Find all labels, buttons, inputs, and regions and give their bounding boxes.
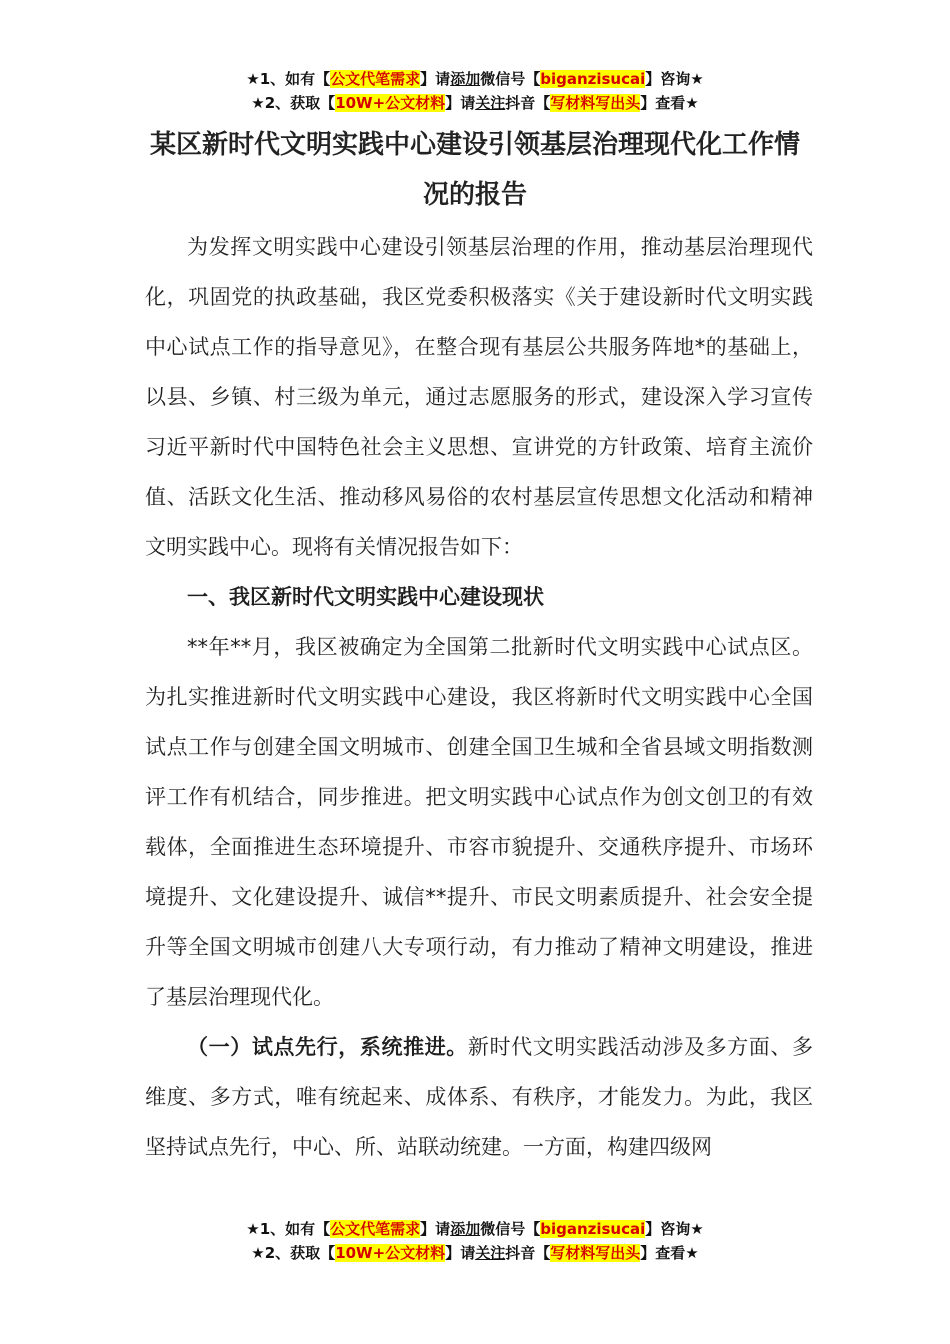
banner-line-2 xyxy=(0,1241,950,1265)
banner-highlight: 10W+公文材料 xyxy=(335,94,446,112)
banner-line-2 xyxy=(0,91,950,115)
banner-text: 】查看★ xyxy=(640,1244,699,1262)
banner-highlight: 公文代笔需求 xyxy=(330,1220,421,1238)
banner-text: ★1、如有【 xyxy=(246,70,331,88)
section-paragraph: **年**月，我区被确定为全国第二批新时代文明实践中心试点区。为扎实推进新时代文明实践中心建设，我区将新时代文明实践中心全国试点工作与创建全国文明城市、创建全国卫生城和全省县域文明指数测评工作有机结合，同步推进。把文明实践中心试点作为创文创卫的有效载体，全面推进生态环境提升、市容市貌提升、交通秩序提升、市场环境提升、文化建设提升、诚信**提升、市民文明素质提升、社会安全提升等全国文明城市创建八大专项行动，有力推动了精神文明建设，推进了基层治理现代化。 xyxy=(145,635,813,1009)
banner-highlight: 公文代笔需求 xyxy=(330,70,421,88)
header-banner xyxy=(0,67,950,115)
banner-text: 微信号【 xyxy=(480,70,541,88)
banner-highlight: 写材料写出头 xyxy=(550,94,641,112)
banner-text: 】咨询★ xyxy=(645,70,704,88)
section-heading: 一、我区新时代文明实践中心建设现状 xyxy=(187,585,544,609)
banner-text: 】请 xyxy=(420,70,451,88)
banner-text: ★1、如有【 xyxy=(246,1220,331,1238)
footer-banner xyxy=(0,1217,950,1265)
banner-line-1 xyxy=(0,1217,950,1241)
banner-highlight: biganzisucai xyxy=(540,70,646,88)
banner-underline: 添加 xyxy=(450,70,481,88)
banner-highlight: biganzisucai xyxy=(540,1220,646,1238)
document-body xyxy=(145,222,813,1172)
banner-underline: 关注 xyxy=(475,1244,506,1262)
banner-underline: 添加 xyxy=(450,1220,481,1238)
banner-text: 】请 xyxy=(420,1220,451,1238)
banner-text: 微信号【 xyxy=(480,1220,541,1238)
banner-line-1 xyxy=(0,67,950,91)
banner-text: 】查看★ xyxy=(640,94,699,112)
banner-underline: 关注 xyxy=(475,94,506,112)
banner-highlight: 写材料写出头 xyxy=(550,1244,641,1262)
subsection-text: 新时代文明实践活动涉及多方面、多维度、多方式，唯有统起来、成体系、有秩序，才能发力。为此，我区坚持试点先行，中心、所、站联动统建。一方面，构建四级网 xyxy=(145,1035,814,1159)
document-title: 某区新时代文明实践中心建设引领基层治理现代化工作情况的报告 xyxy=(149,130,800,210)
banner-text: 】请 xyxy=(445,1244,476,1262)
banner-text: 抖音【 xyxy=(505,1244,551,1262)
banner-text: ★2、获取【 xyxy=(251,94,336,112)
subsection-paragraph xyxy=(145,1022,813,1172)
intro-paragraph: 为发挥文明实践中心建设引领基层治理的作用，推动基层治理现代化，巩固党的执政基础，我区党委积极落实《关于建设新时代文明实践中心试点工作的指导意见》，在整合现有基层公共服务阵地*的基础上，以县、乡镇、村三级为单元，通过志愿服务的形式，建设深入学习宣传习近平新时代中国特色社会主义思想、宣讲党的方针政策、培育主流价值、活跃文化生活、推动移风易俗的农村基层宣传思想文化活动和精神文明实践中心。现将有关情况报告如下： xyxy=(145,235,813,559)
banner-text: 】请 xyxy=(445,94,476,112)
banner-highlight: 10W+公文材料 xyxy=(335,1244,446,1262)
subsection-lead: （一）试点先行，系统推进。 xyxy=(187,1035,468,1059)
banner-text: 抖音【 xyxy=(505,94,551,112)
banner-text: 】咨询★ xyxy=(645,1220,704,1238)
banner-text: ★2、获取【 xyxy=(251,1244,336,1262)
